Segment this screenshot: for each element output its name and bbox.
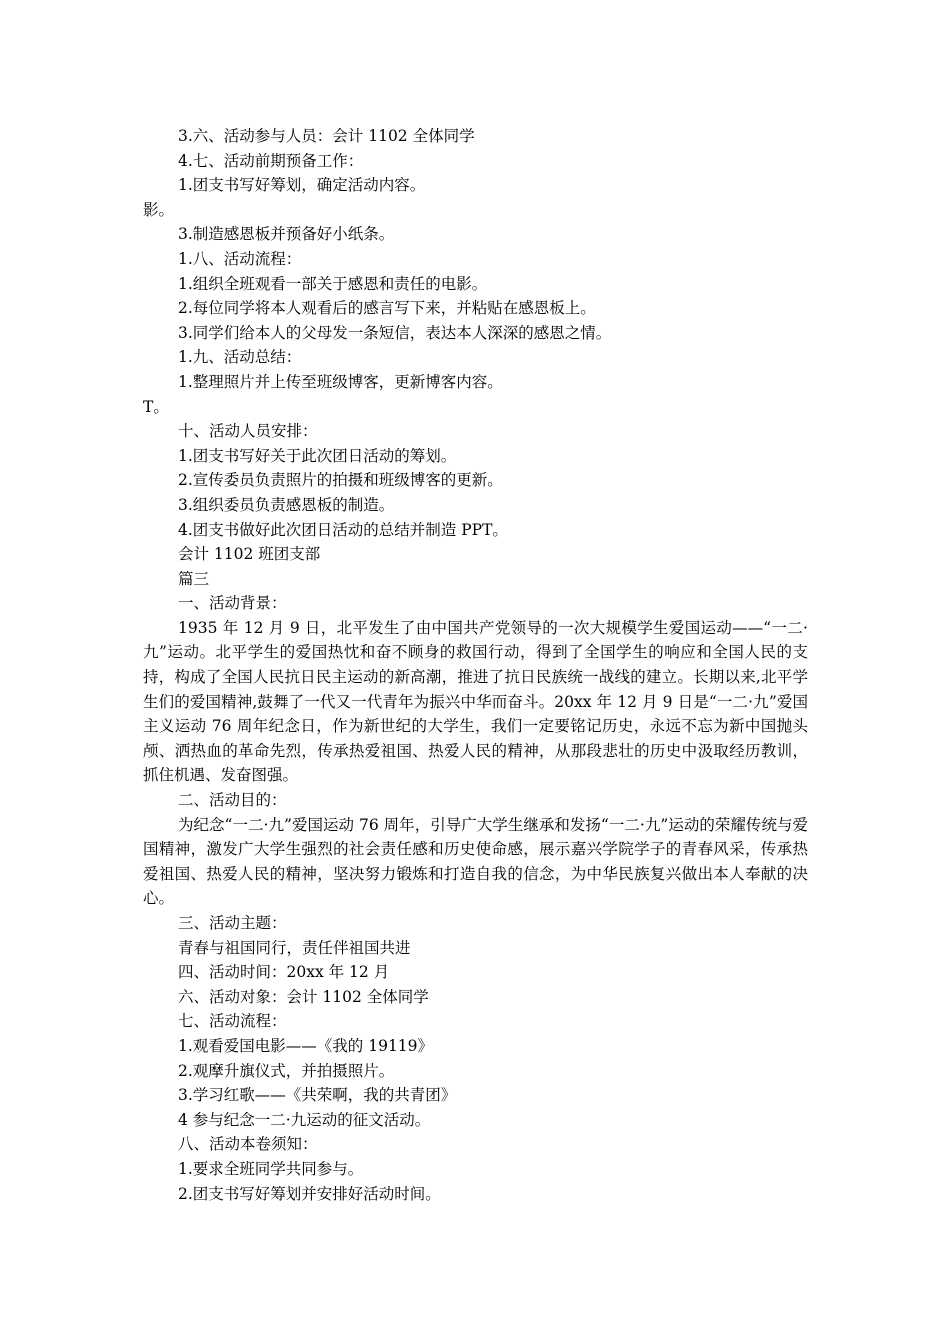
section-heading: 一、活动背景：	[178, 594, 287, 613]
text-line: 3.学习红歌——《共荣啊，我的共青团》	[178, 1086, 457, 1105]
text-line: 1.整理照片并上传至班级博客，更新博客内容。	[178, 372, 503, 391]
text-line: 4 参与纪念一二·九运动的征文活动。	[178, 1110, 431, 1129]
text-line: 1.观看爱国电影——《我的 19119》	[178, 1036, 434, 1055]
text-line: 1.九、活动总结：	[178, 348, 302, 367]
text-line: 4.团支书做好此次团日活动的总结并制造 PPT。	[178, 520, 508, 539]
text-line: 1.要求全班同学共同参与。	[178, 1159, 364, 1178]
text-line: 1.组织全班观看一部关于感恩和责任的电影。	[178, 274, 488, 293]
text-line: 1.团支书写好关于此次团日活动的筹划。	[178, 446, 457, 465]
signature-line: 会计 1102 班团支部	[178, 545, 321, 564]
text-line: T。	[143, 397, 169, 416]
text-line: 2.宣传委员负责照片的拍摄和班级博客的更新。	[178, 471, 503, 490]
section-heading: 八、活动本卷须知：	[178, 1135, 318, 1154]
text-line: 3.组织委员负责感恩板的制造。	[178, 495, 395, 514]
section-heading: 三、活动主题：	[178, 914, 287, 932]
text-line: 3.六、活动参与人员：会计 1102 全体同学	[178, 127, 475, 145]
text-line: 2.每位同学将本人观看后的感言写下来，并粘贴在感恩板上。	[178, 299, 596, 318]
text-line: 3.制造感恩板并预备好小纸条。	[178, 225, 395, 244]
section-heading: 四、活动时间：20xx 年 12 月	[178, 963, 390, 982]
section-heading: 六、活动对象：会计 1102 全体同学	[178, 987, 429, 1006]
text-line: 4.七、活动前期预备工作：	[178, 151, 364, 170]
document-body	[143, 124, 808, 1206]
text-line: 1.八、活动流程：	[178, 249, 302, 268]
section-heading: 十、活动人员安排：	[178, 422, 318, 441]
text-line: 1.团支书写好筹划，确定活动内容。	[178, 176, 426, 195]
text-line: 影。	[143, 200, 175, 219]
text-line: 3.同学们给本人的父母发一条短信，表达本人深深的感恩之情。	[178, 323, 612, 342]
section-heading: 二、活动目的：	[178, 791, 287, 810]
text-line: 2.观摩升旗仪式，并拍摄照片。	[178, 1061, 395, 1080]
purpose-paragraph: 为纪念“一二·九”爱国运动 76 周年，引导广大学生继承和发扬“一二·九”运动的荣耀传统与爱国精神，激发广大学生强烈的社会责任感和历史使命感，展示嘉兴学院学子的青春风采，传承热爱祖国、热爱人民的精神，坚决努力锻炼和打造自我的信念，为中华民族复兴做出本人奉献的决心。	[143, 815, 808, 908]
text-line: 青春与祖国同行，责任伴祖国共进	[178, 938, 411, 957]
background-paragraph: 1935 年 12 月 9 日，北平发生了由中国共产党领导的一次大规模学生爱国运动——“一二·九”运动。北平学生的爱国热忱和奋不顾身的救国行动，得到了全国学生的响应和全国人民的支持，构成了全国人民抗日民主运动的新高潮，推进了抗日民族统一战线的建立。长期以来,北平学生们的爱国精神,鼓舞了一代又一代青年为振兴中华而奋斗。20xx 年 12 月 9 日是“一二·九”爱国主义运动 76 周年纪念日，作为新世纪的大学生，我们一定要铭记历史，永远不忘为新中国抛头颅、洒热血的革命先烈，传承热爱祖国、热爱人民的精神，从那段悲壮的历史中汲取经历教训，抓住机遇、发奋图强。	[143, 618, 808, 785]
text-line: 2.团支书写好筹划并安排好活动时间。	[178, 1184, 441, 1203]
chapter-title: 篇三	[178, 569, 210, 588]
section-heading: 七、活动流程：	[178, 1012, 287, 1031]
